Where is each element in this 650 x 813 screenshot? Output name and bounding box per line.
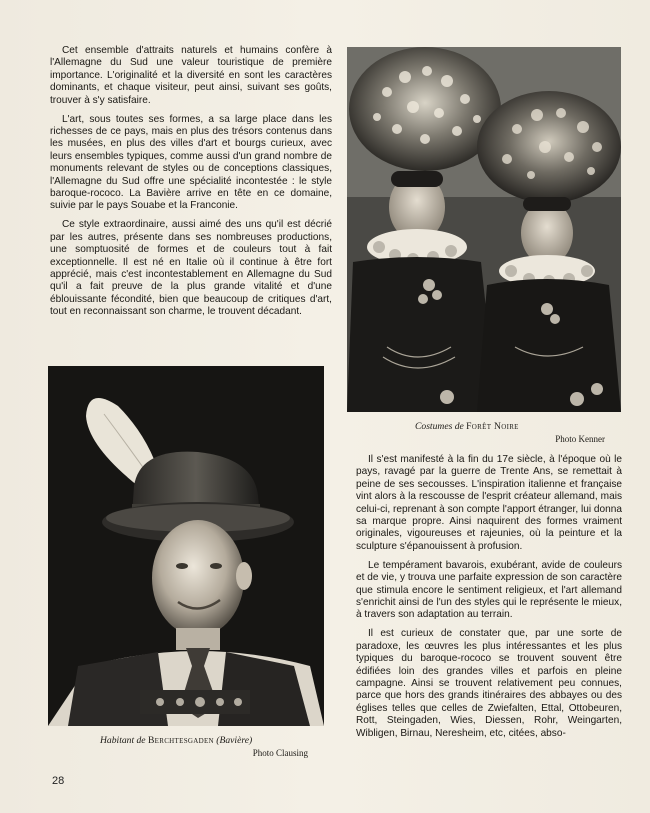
photo-credit: Photo Clausing: [252, 748, 308, 758]
habitant-illustration: [48, 366, 324, 726]
caption-place: Berchtesgaden: [147, 735, 214, 746]
photo-habitant-berchtesgaden: [48, 366, 324, 726]
left-text-column: [50, 45, 332, 325]
photo-credit: Photo Kenner: [555, 434, 605, 444]
paragraph: Cet ensemble d'attraits naturels et humains confère à l'Allemagne du Sud une valeur touristique de première importance. L'originalité et la diversité en sont les caractères dominants, et chaque visiteur, peut ainsi, suivant ses goûts, trouver à s'y satisfaire.: [50, 45, 332, 106]
paragraph: L'art, sous toutes ses formes, a sa large place dans les richesses de ce pays, mais en plus des trésors contenus dans les musées, en plus des villes d'art et bourgs curieux, avec leurs ensembles typiques, comme aussi d'un grand nombre de monuments relevant de styles ou de conceptions classiques, l'Allemagne du Sud offre une spécialité incontestée : le style baroque-rococo. La Bavière arrive en tête en ce domaine, suivie par le pays Souabe et la Franconie.: [50, 113, 332, 212]
paragraph: Il est curieux de constater que, par une sorte de paradoxe, les œuvres les plus intéressantes et les plus typiques du baroque-rococo se trouvent souvent être édifiées loin des grandes villes et parfois en pleine campagne. Ainsi se trouvent relativement peu connues, parce que hors des grands itinéraires des abbayes ou des églises telles que celles de Zwiefalten, Ettal, Ottobeuren, Rott, Steingaden, Wies, Diessen, Rohr, Weingarten, Wibligen, Birnau, Neresheim, etc, citées, abso-: [356, 628, 622, 739]
caption-prefix: Costumes de: [415, 421, 467, 432]
right-text-column: [356, 454, 622, 746]
page-number: 28: [52, 775, 65, 787]
photo-costumes-foret-noire: [347, 47, 621, 412]
caption-costumes: [415, 421, 625, 445]
costumes-illustration: [347, 47, 621, 412]
paragraph: Ce style extraordinaire, aussi aimé des uns qu'il est décrié par les autres, présente dans ses nombreuses productions, une somptuosité de formes et de couleurs tout à fait exceptionnelle. Il est né en Italie où il continue à être fort apprécié, mais c'est incontestablement en Allemagne du Sud qu'il a fait preuve de la plus grande vitalité et d'une éblouissante fécondité, bien que beaucoup de critiques d'art, tout en reconnaissant son charme, le trouvent décadant.: [50, 219, 332, 318]
caption-habitant: [100, 735, 320, 759]
paragraph: Il s'est manifesté à la fin du 17e siècle, à l'époque où le pays, ravagé par la guerre de Trente Ans, se remettait à peine de ses secousses. L'inspiration italienne et française vint alors à la rescousse de l'esprit créateur allemand, mais celui-ci, reprenant à son compte l'apport étranger, lui donna sa marque propre. Ainsi naquirent des formes vraiment originales, vigoureuses et rajeunies, où la peinture et la sculpture s'épanouissent à profusion.: [356, 454, 622, 552]
caption-prefix: Habitant de: [100, 735, 148, 746]
caption-place: Forêt Noire: [466, 421, 519, 432]
paragraph: Le tempérament bavarois, exubérant, avide de couleurs et de vie, y trouva une parfaite expression de son caractère que stimula encore le sentiment religieux, et l'art allemand s'enrichit ainsi de l'un des styles qui le représente le mieux, à travers son adaptation au terrain.: [356, 559, 622, 621]
caption-region: (Bavière): [216, 735, 253, 746]
